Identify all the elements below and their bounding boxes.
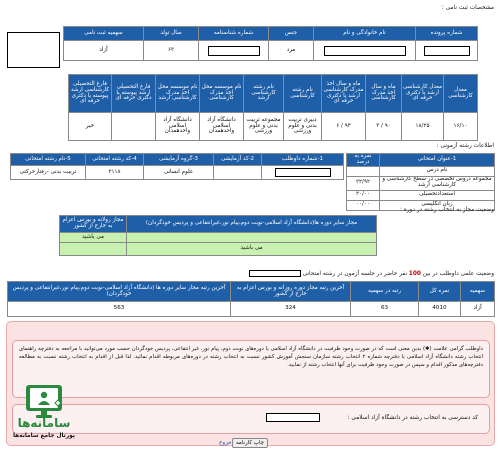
redacted-block <box>324 46 406 56</box>
header-candidate-number: 1-شماره داوطلب <box>262 154 344 166</box>
status-table <box>59 215 377 256</box>
header-birth-year: سال تولد <box>144 27 199 41</box>
score-value <box>347 166 380 176</box>
value-birth-year: ۶۳ <box>144 41 199 61</box>
value-bachelor-gpa: ۱۶/۱۰ <box>444 113 478 141</box>
value-bachelor-field: دبیری تربیت بدنی و علوم ورزشی <box>284 113 322 141</box>
header-subject: 1-عنوان امتحانی <box>380 154 495 167</box>
logo-title: سامانه‌ها <box>17 416 71 430</box>
value-bachelor-date: ۹۰ / ۳ <box>366 113 402 141</box>
value-candidate-number <box>262 166 344 180</box>
access-code-label: کد دسترسی به انتخاب رشته در دانشگاه آزاد اسلامی : <box>347 415 478 421</box>
profile-photo-redacted <box>7 32 60 68</box>
score-label: استعدادتحصیلی <box>380 190 495 200</box>
header-rank-in-quota: رتبه در سهمیه <box>351 282 419 302</box>
value-bachelor-institute: دانشگاه آزاد اسلامی واحدهمدان <box>200 113 244 141</box>
header-field-code: 4-کد رشته امتحانی <box>86 154 144 166</box>
header-exam-group: 3-گروه آزمایشی <box>144 154 214 166</box>
value-eligible-daily: می باشید <box>60 233 127 243</box>
value-quota: آزاد <box>64 41 144 61</box>
redacted-block <box>275 168 331 177</box>
header-quota: سهمیه ثبت نامی <box>64 27 144 41</box>
header-master-date: ماه و سال اخذ مدرک کارشناسی ارشد یا دکتری حرفه ای <box>322 75 366 113</box>
exam-info-table <box>10 153 344 180</box>
value-eligible-other <box>127 233 377 243</box>
header-last-rank-daily: آخرین رتبه مجاز دوره روزانه و بورس اعزام به خارج از کشور <box>231 282 351 302</box>
header-full-name: نام خانوادگی و نام <box>314 27 416 41</box>
scores-table <box>346 153 495 211</box>
value-id-number <box>199 41 269 61</box>
header-total-score: نمره کل <box>419 282 461 302</box>
site-logo <box>12 383 76 459</box>
header-bachelor-gpa: معدل کارشناسی <box>444 75 478 113</box>
header-last-rank-other: آخرین رتبه مجاز سایر دوره ها (دانشگاه آزاد اسلامی-نوبت دوم،پیام نور،غیرانتفاعی و پردیس خودگردان) <box>8 282 231 302</box>
exam-section-title: اطلاعات رشته آزمونی : <box>436 143 494 149</box>
notice-text: داوطلب گرامی علامت (✱) بدین معنی است که در صورت وجود ظرفیت در دانشگاه آزاد اسلامی یا دوره‌های نوبت دوم، پیام نور، غیر انتفاعی، پردیس خودگردان حسب مورد می‌توانید با مراجعه به دفترچه راهنمای انتخاب رشته دانشگاه آزاد اسلامی یا دفترچه شماره ۲ انتخاب رشته سازمان سنجش آموزش کشور نسبت به انتخاب رشته در دوره‌های مربوطه اقدام نمائید. لذا قبل از اقدام به انتخاب رشته نسبت به مطالعه دفترچه‌های مذکور اقدام و سپس در صورت وجود ظرفیت برای آنها انتخاب رشته از نمایید. <box>12 340 490 398</box>
value-master-gpa: ۱۸/۲۵ <box>402 113 444 141</box>
score-value: ۲۲/۹۲ <box>347 176 380 190</box>
header-gender: جنس <box>269 27 314 41</box>
header-bachelor-field: نام رشته کارشناسی <box>284 75 322 113</box>
header-master-gpa: معدل کارشناسی ارشد یا دکتری حرفه ای <box>402 75 444 113</box>
header-eligible-daily: مجاز رولانه و بورس اعزام به خارج از کشور <box>60 216 127 233</box>
value-graduation-continuous <box>112 113 156 141</box>
header-graduation-continuous: فارغ التحصیلی ارشد پیوسته یا دکتری حرفه ای <box>112 75 156 113</box>
value-rank-in-quota: 63 <box>351 302 419 317</box>
value-total-score: 4010 <box>419 302 461 317</box>
value-master-field: مجموعه تربیت بدنی و علوم ورزشی <box>244 113 284 141</box>
header-ranking-quota: سهمیه <box>461 282 495 302</box>
value-file-number <box>416 41 478 61</box>
value-master-date: ۹۴ / ۶ <box>322 113 366 141</box>
score-label: نام درس <box>380 166 495 176</box>
ranking-title-suffix: نفر حاضر در جلسه آزمون در رشته امتحانی <box>302 271 407 277</box>
access-code-redacted <box>266 413 320 422</box>
print-transcript-button[interactable]: چاپ کارنامه <box>232 438 268 448</box>
ranking-title-prefix: وضعیت علمی داوطلب در بین <box>422 271 494 277</box>
score-value: ۰۰/۰۰ <box>347 200 380 210</box>
value-field-code: ۲۱۱۸ <box>86 166 144 180</box>
value-eligible-daily-2 <box>60 243 127 256</box>
ranking-section-title <box>249 270 494 277</box>
value-eligible-other-2: می باشید <box>127 243 377 256</box>
redacted-block <box>208 46 260 56</box>
value-exam-group: علوم انسانی <box>144 166 214 180</box>
header-field-name: 5-نام رشته امتحانی <box>11 154 86 166</box>
redacted-block <box>249 270 301 277</box>
value-master-institute: دانشگاه آزاد اسلامی واحدهمدان <box>156 113 200 141</box>
header-file-number: شماره پرونده <box>416 27 478 41</box>
education-table <box>68 74 478 141</box>
header-bachelor-institute: نام موسسه محل اخذ مدرک کارشناسی <box>200 75 244 113</box>
value-field-name: تربیت بدنی -رفتارحرکتی <box>11 166 86 180</box>
personal-info-table <box>63 26 478 61</box>
value-last-rank-daily: 324 <box>231 302 351 317</box>
header-eligible-other: مجاز سایر دوره ها(دانشگاه آزاد اسلامی-نوبت دوم،پیام نور،غیرانتفاعی و پردیس خودگردان) <box>127 216 377 233</box>
ranking-participant-count: 100 <box>408 271 421 277</box>
score-label: زبان انگلیسی <box>380 200 495 210</box>
status-section-title: وضعیت مجاز به انتخاب رشته در دوره : <box>400 207 494 213</box>
logo-subtitle: پورتال جامع سامانه‌ها <box>12 433 75 439</box>
header-master-institute: نام موسسه محل اخذ مدرک کارشناسی ارشد <box>156 75 200 113</box>
value-ranking-quota: آزاد <box>461 302 495 317</box>
value-graduation-master: خیر <box>69 113 112 141</box>
header-master-field: نام رشته کارشناسی ارشد <box>244 75 284 113</box>
exit-link[interactable]: خروج <box>219 440 232 446</box>
header-exam-code: 2-کد آزمایشی <box>214 154 262 166</box>
header-bachelor-date: ماه و سال اخذ مدرک کارشناسی <box>366 75 402 113</box>
score-label: مجموعه دروس تخصصی در سطح کارشناسی و کارشناسی ارشد <box>380 176 495 190</box>
header-id-number: شماره شناسنامه <box>199 27 269 41</box>
ranking-table <box>7 281 495 317</box>
header-graduation-master: فارغ التحصیلی کارشناسی ارشد پیوسته یا دکتری حرفه ای <box>69 75 112 113</box>
header-percent: نمره به درصد <box>347 154 380 167</box>
redacted-block <box>424 46 470 56</box>
value-exam-code <box>214 166 262 180</box>
value-last-rank-other: 563 <box>8 302 231 317</box>
value-gender: مرد <box>269 41 314 61</box>
score-value: ۲۰/۰۰ <box>347 190 380 200</box>
value-full-name <box>314 41 416 61</box>
personal-section-title: مشخصات ثبت نامی : <box>441 5 494 11</box>
